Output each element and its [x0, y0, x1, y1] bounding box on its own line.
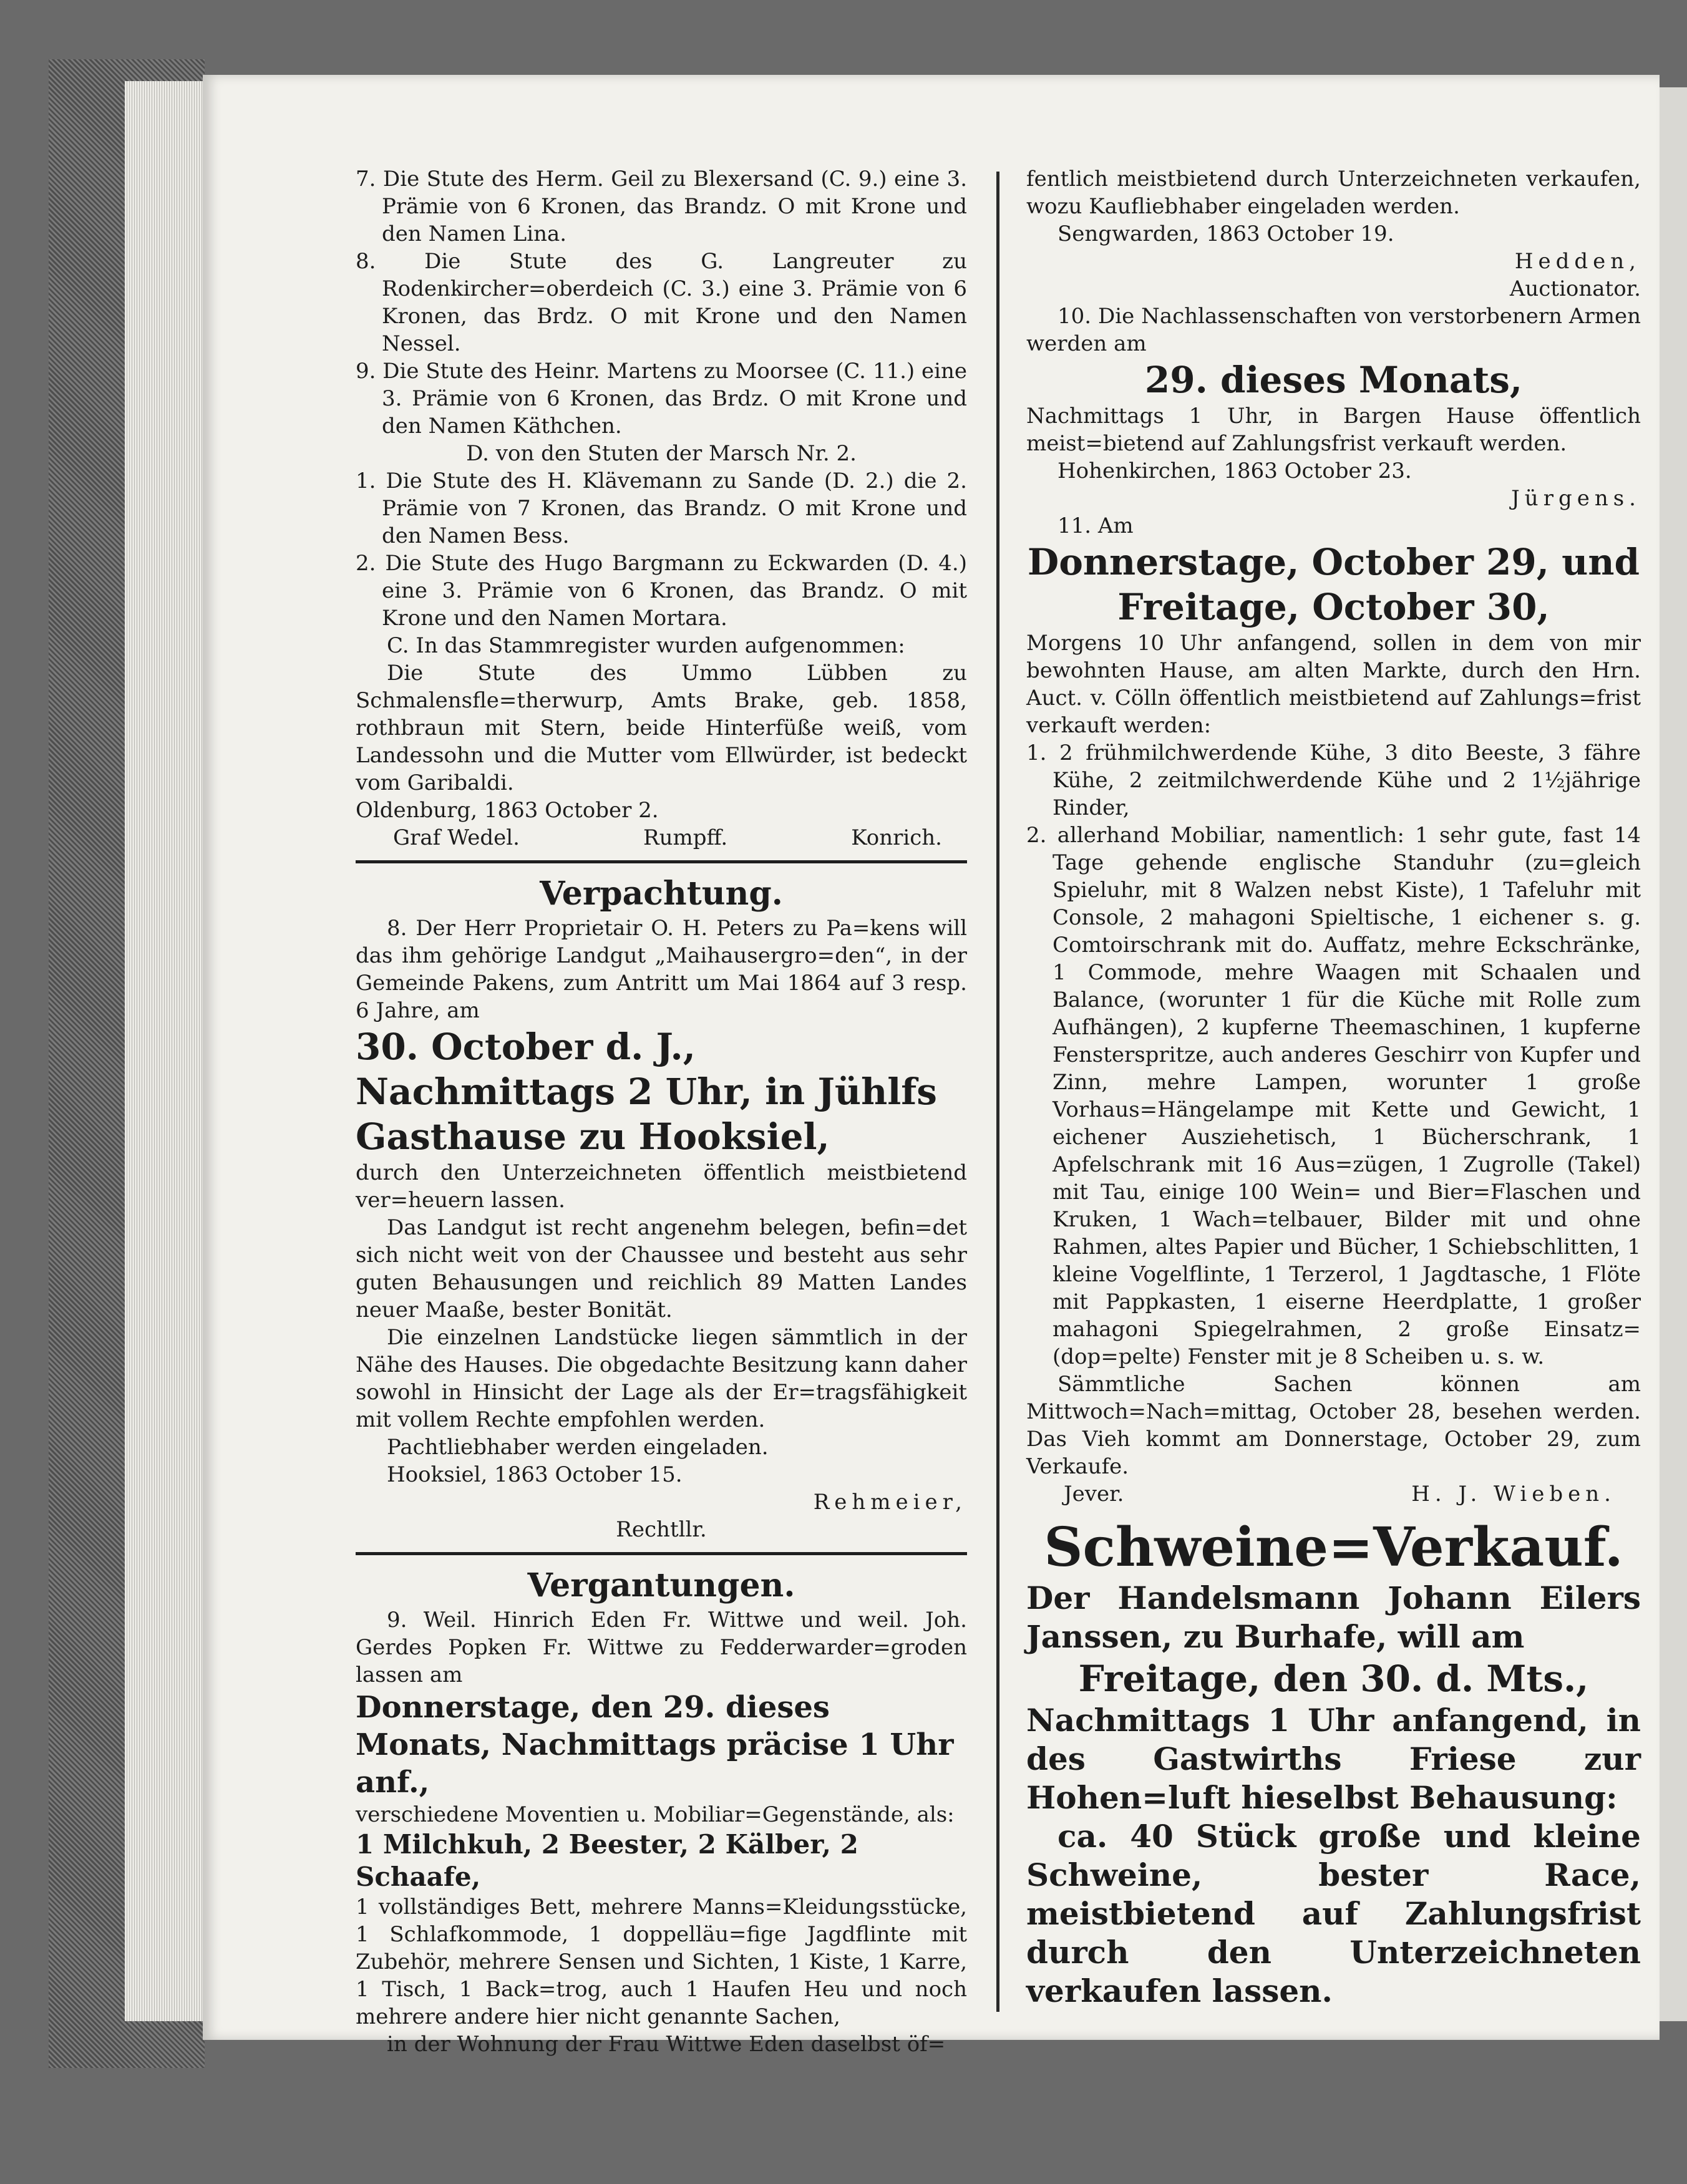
date-announcement: Freitage, den 30. d. Mts.,	[1078, 1657, 1589, 1700]
signer: Hedden,	[1514, 249, 1641, 274]
paragraph: 9. Weil. Hinrich Eden Fr. Wittwe und weil. Joh. Gerdes Popken Fr. Wittwe zu Fedderwarder=groden lassen am	[356, 1608, 967, 1687]
section-heading: C. In das Stammregister wurden aufgenommen:	[387, 633, 905, 658]
date-announcement: Donnerstage, den 29. dieses Monats, Nachmittags präcise 1 Uhr anf.,	[356, 1690, 954, 1800]
paragraph: ca. 40 Stück große und kleine Schweine, bester Race, meistbietend auf Zahlungsfrist durch den Unterzeichneten verkaufen lassen.	[1026, 1818, 1641, 2009]
list-item: 9. Die Stute des Heinr. Martens zu Moorsee (C. 11.) eine 3. Prämie von 6 Kronen, das Brdz. O mit Krone und den Namen Käthchen.	[356, 359, 967, 439]
paragraph: fentlich meistbietend durch Unterzeichneten verkaufen, wozu Kaufliebhaber eingeladen werden.	[1026, 167, 1641, 219]
place-date: Oldenburg, 1863 October 2.	[356, 798, 659, 823]
paragraph: verschiedene Moventien u. Mobiliar=Gegenstände, als:	[356, 1802, 955, 1827]
signer: Rehmeier,	[813, 1490, 967, 1515]
paragraph: durch den Unterzeichneten öffentlich meistbietend ver=heuern lassen.	[356, 1160, 967, 1213]
list-item: 7. Die Stute des Herm. Geil zu Blexersand (C. 9.) eine 3. Prämie von 6 Kronen, das Brandz. O mit Krone und den Namen Lina.	[356, 167, 967, 246]
signer: Rumpff.	[643, 825, 728, 850]
paragraph: 10. Die Nachlassenschaften von verstorbenern Armen werden am	[1026, 304, 1641, 356]
signer: H. J. Wieben.	[1411, 1482, 1616, 1507]
list-item: 1. 2 frühmilchwerdende Kühe, 3 dito Beeste, 3 fähre Kühe, 2 zeitmilchwerdende Kühe und 2 1½jährige Rinder,	[1026, 740, 1641, 820]
signer: Graf Wedel.	[393, 825, 520, 850]
signer-title: Auctionator.	[1509, 276, 1641, 301]
list-item: 2. allerhand Mobiliar, namentlich: 1 sehr gute, fast 14 Tage gehende englische Standuhr (zu=gleich Spieluhr, mit 8 Walzen nebst Kiste), 1 Tafeluhr mit Console, 2 mahagoni Spieltische, 1 eichener s. g. Comtoirschrank mit do. Auffatz, mehre Eckschränke, 1 Commode, mehre Waagen mit Schaalen und Balance, (worunter 1 für die Küche mit Rolle zum Aufhängen), 2 kupferne Theemaschinen, 1 kupferne Fensterspritze, auch anderes Geschirr von Kupfer und Zinn, mehre Lampen, worunter 1 große Vorhaus=Hängelampe mit Kette und Gewicht, 1 eichener Ausziehetisch, 1 Bücherschrank, 1 Apfelschrank mit 16 Aus=zügen, 1 Zugrolle (Takel) mit Tau, einige 100 Wein= und Bier=Flaschen und Kruken, 1 Wach=telbauer, Bilder mit und ohne Rahmen, altes Papier und Bücher, 1 Schiebschlitten, 1 kleine Vogelflinte, 1 Terzerol, 1 Jagdtasche, 1 Flöte mit Pappkasten, 1 eiserne Heerdplatte, 1 großer mahagoni Spiegelrahmen, 2 große Einsatz= (dop=pelte) Fenster mit je 8 Scheiben u. s. w.	[1026, 823, 1641, 1369]
signer-title: Rechtllr.	[616, 1517, 707, 1542]
place: Jever.	[1064, 1482, 1124, 1507]
emphasis-text: 1 Milchkuh, 2 Beester, 2 Kälber, 2 Schaafe,	[356, 1829, 858, 1892]
paragraph: Der Handelsmann Johann Eilers Janssen, zu Burhafe, will am	[1026, 1580, 1641, 1655]
list-item: 8. Die Stute des G. Langreuter zu Rodenkircher=oberdeich (C. 3.) eine 3. Prämie von 6 Kronen, das Brdz. O mit Krone und den Namen Nessel.	[356, 249, 967, 356]
horizontal-rule	[356, 1552, 967, 1555]
list-item: 2. Die Stute des Hugo Bargmann zu Eckwarden (D. 4.) eine 3. Prämie von 6 Kronen, das Brandz. O mit Krone und den Namen Mortara.	[356, 551, 967, 631]
paragraph: 8. Der Herr Proprietair O. H. Peters zu Pa=kens will das ihm gehörige Landgut „Maihausergro=den“, in der Gemeinde Pakens, zum Antritt um Mai 1864 auf 3 resp. 6 Jahre, am	[356, 916, 967, 1023]
paragraph: Sämmtliche Sachen können am Mittwoch=Nach=mittag, October 28, besehen werden. Das Vieh kommt am Donnerstage, October 29, zum Verkaufe.	[1026, 1372, 1641, 1479]
signature-line	[1026, 1480, 1641, 1508]
date-announcement: Donnerstage, October 29, und Freitage, October 30,	[1027, 541, 1640, 628]
signature-line	[356, 824, 967, 852]
paragraph: Morgens 10 Uhr anfangend, sollen in dem von mir bewohnten Hause, am alten Markte, durch den Hrn. Auct. v. Cölln öffentlich meistbietend auf Zahlungs=frist verkauft werden:	[1026, 631, 1641, 738]
left-column	[356, 165, 967, 2058]
horizontal-rule	[356, 860, 967, 863]
place-date: Sengwarden, 1863 October 19.	[1057, 221, 1394, 246]
paragraph: Nachmittags 1 Uhr anfangend, in des Gastwirths Friese zur Hohen=luft hieselbst Behausung:	[1026, 1702, 1641, 1816]
paragraph: Das Landgut ist recht angenehm belegen, befin=det sich nicht weit von der Chaussee und besteht aus sehr guten Behausungen und reichlich 89 Matten Landes neuer Maaße, bester Bonität.	[356, 1215, 967, 1323]
paragraph: 11. Am	[1057, 513, 1134, 538]
paragraph: Die Stute des Ummo Lübben zu Schmalensfle=therwurp, Amts Brake, geb. 1858, rothbraun mit Stern, beide Hinterfüße weiß, vom Landessohn und die Mutter vom Ellwürder, ist bedeckt vom Garibaldi.	[356, 661, 967, 795]
paragraph: Pachtliebhaber werden eingeladen.	[387, 1435, 769, 1460]
paragraph: Die einzelnen Landstücke liegen sämmtlich in der Nähe des Hauses. Die obgedachte Besitzung kann daher sowohl in Hinsicht der Lage als der Er=tragsfähigkeit mit vollem Rechte empfohlen werden.	[356, 1325, 967, 1432]
date-announcement: 29. dieses Monats,	[1144, 359, 1523, 401]
paragraph: 1 vollständiges Bett, mehrere Manns=Kleidungsstücke, 1 Schlafkommode, 1 doppelläu=fige Jagdflinte mit Zubehör, mehrere Sensen und Sichten, 1 Kiste, 1 Karre, 1 Tisch, 1 Back=trog, auch 1 Haufen Heu und noch mehrere andere hier nicht genannte Sachen,	[356, 1895, 967, 2029]
date-announcement: 30. October d. J., Nachmittags 2 Uhr, in Jühlfs Gasthause zu Hooksiel,	[356, 1026, 937, 1158]
right-column	[1026, 165, 1641, 2011]
signer: Konrich.	[851, 825, 942, 850]
section-heading: D. von den Stuten der Marsch Nr. 2.	[466, 441, 857, 466]
list-item: 1. Die Stute des H. Klävemann zu Sande (D. 2.) die 2. Prämie von 7 Kronen, das Brandz. O mit Krone und den Namen Bess.	[356, 468, 967, 548]
paragraph: Nachmittags 1 Uhr, in Bargen Hause öffentlich meist=bietend auf Zahlungsfrist verkauft werden.	[1026, 404, 1641, 456]
facing-page-edge	[1660, 87, 1687, 2021]
vergantungen-heading: Vergantungen.	[527, 1566, 795, 1604]
signer: Jürgens.	[1511, 486, 1641, 511]
verpachtung-heading: Verpachtung.	[540, 875, 783, 913]
place-date: Hohenkirchen, 1863 October 23.	[1057, 459, 1412, 483]
paragraph: in der Wohnung der Frau Wittwe Eden daselbst öf=	[387, 2032, 946, 2057]
place-date: Hooksiel, 1863 October 15.	[387, 1462, 683, 1487]
schweine-verkauf-heading: Schweine=Verkauf.	[1044, 1516, 1623, 1579]
column-divider	[996, 172, 999, 2012]
